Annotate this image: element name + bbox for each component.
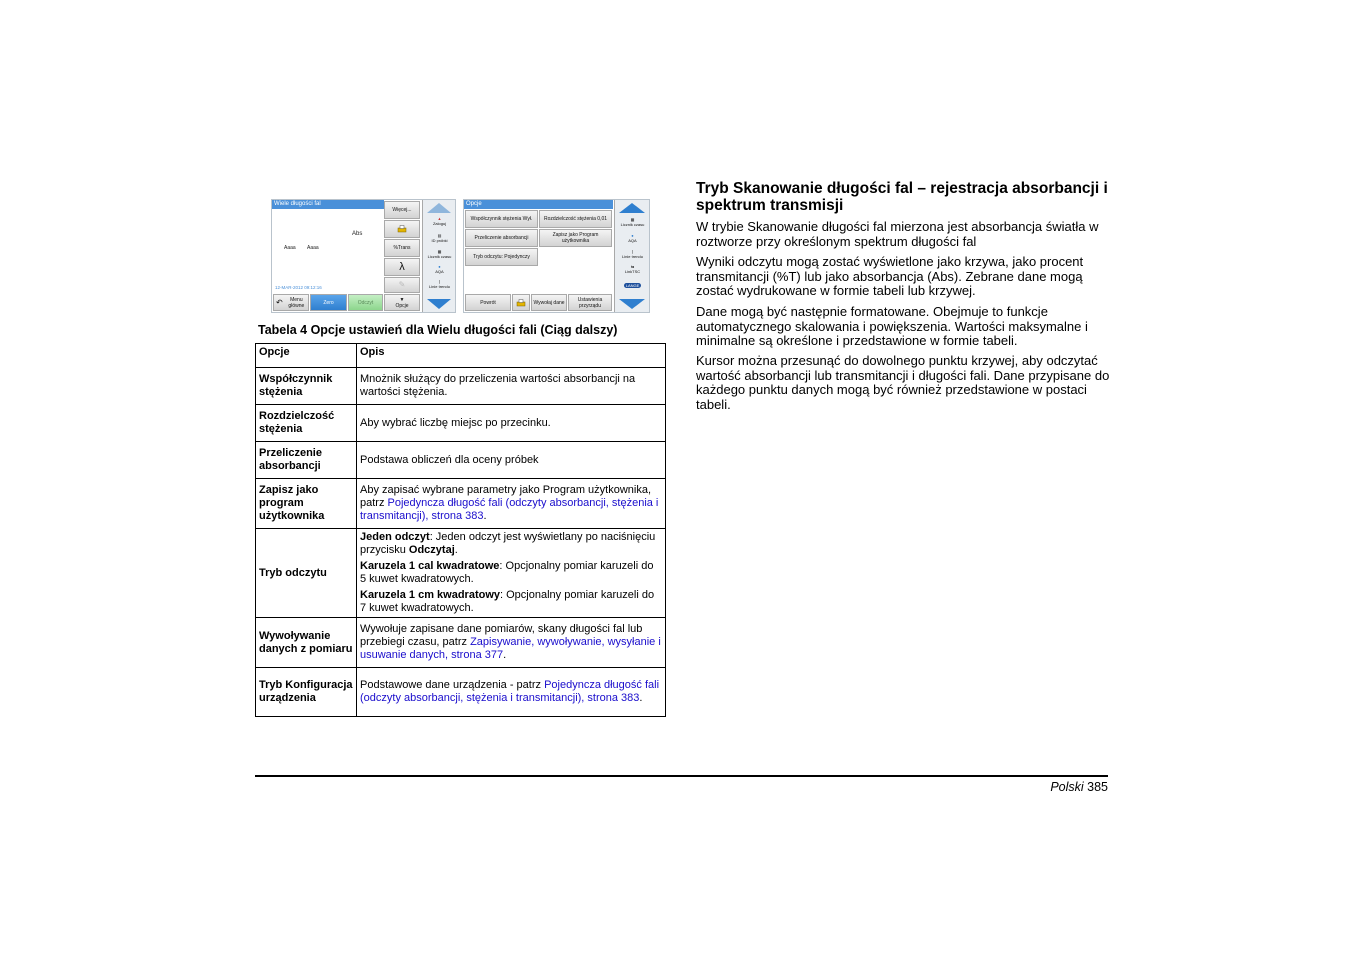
absorbance-conversion-button[interactable]: Przeliczenie absorbancji bbox=[465, 229, 538, 247]
desc-text: . bbox=[483, 510, 487, 522]
table-header-row bbox=[256, 344, 666, 368]
options-label: Opcje bbox=[395, 302, 409, 309]
recall-data-button[interactable]: Wywołaj dane bbox=[531, 294, 567, 311]
main-menu-button[interactable] bbox=[273, 294, 309, 311]
cross-reference-link[interactable]: Pojedyncza długość fali (odczyty absorbancji, stężenia i transmitancji), strona 383 bbox=[360, 497, 659, 522]
term: Odczytaj bbox=[408, 544, 455, 556]
side-item-label: Licznik czasu bbox=[620, 222, 645, 227]
body-paragraph: Kursor można przesunąć do dowolnego punktu krzywej, aby odczytać wartość absorbancji lub transmitancji i długości fali. Dane przypisane do każdego punktu danych mogą być również przedstawione w postaci tabeli. bbox=[696, 353, 1110, 412]
options-button[interactable] bbox=[384, 294, 420, 311]
term: Jeden odczyt bbox=[360, 531, 430, 543]
side-item-sample-id[interactable] bbox=[423, 233, 456, 243]
more-button[interactable]: Więcej... bbox=[384, 201, 420, 219]
option-description bbox=[357, 668, 666, 717]
timer-icon: ▦ bbox=[437, 249, 442, 254]
body-paragraph: Wyniki odczytu mogą zostać wyświetlone jako krzywa, jako procent transmitancji (%T) lub jako absorbancja (Abs). Zebrane dane mogą zostać wydrukowane w formie tabeli lub krzywej. bbox=[696, 254, 1084, 299]
option-description: Podstawa obliczeń dla oceny próbek bbox=[357, 442, 666, 479]
option-description: Aby wybrać liczbę miejsc po przecinku. bbox=[357, 405, 666, 442]
desc-text: . bbox=[639, 692, 643, 704]
options-table bbox=[255, 343, 666, 717]
table-row bbox=[256, 668, 666, 717]
desc-text: Wywołuje zapisane dane pomiarów, skany długości fal lub przebiegi czasu, patrz bbox=[360, 623, 643, 648]
option-description bbox=[357, 529, 666, 618]
table-caption: Tabela 4 Opcje ustawień dla Wielu długości fali (Ciąg dalszy) bbox=[258, 323, 618, 337]
id-icon: ▤ bbox=[437, 233, 442, 238]
table-row bbox=[256, 529, 666, 618]
side-item-label: Licznik czasu bbox=[427, 254, 452, 259]
desc-text: Podstawowe dane urządzenia - patrz bbox=[360, 679, 545, 691]
side-item-trend[interactable] bbox=[615, 249, 650, 259]
page-number: 385 bbox=[1087, 780, 1108, 794]
option-name: Przeliczenie absorbancji bbox=[256, 442, 357, 479]
side-toolbar bbox=[614, 200, 650, 312]
side-item-lange[interactable] bbox=[615, 283, 650, 288]
table-row bbox=[256, 479, 666, 529]
side-item-linktsc[interactable] bbox=[615, 264, 650, 274]
term: Karuzela 1 cm kwadratowy bbox=[360, 589, 501, 601]
lange-logo: LANGE bbox=[625, 283, 640, 288]
multi-wavelength-screenshot bbox=[271, 199, 456, 313]
footer-language: Polski bbox=[1050, 780, 1084, 794]
desc-text: : Opcjonalny pomiar karuzeli do 5 kuwet kwadratowych. bbox=[360, 560, 654, 585]
desc-text: Aby zapisać wybrane parametry jako Program użytkownika, patrz bbox=[360, 484, 652, 509]
option-name: Współczynnik stężenia bbox=[256, 368, 357, 405]
body-paragraph: W trybie Skanowanie długości fal mierzona jest absorbancja światła w roztworze przy określonym spektrum długości fal bbox=[696, 219, 1099, 249]
desc-text: : Opcjonalny pomiar karuzeli do 7 kuwet kwadratowych. bbox=[360, 589, 655, 614]
screen-title: Opcje bbox=[464, 200, 613, 209]
side-item-label: ID próbki bbox=[431, 238, 448, 243]
table-row bbox=[256, 618, 666, 668]
side-item-label: Linie trendu bbox=[622, 254, 643, 259]
footer-rule bbox=[255, 775, 1108, 777]
cross-reference-link[interactable]: Zapisywanie, wywoływanie, wysyłanie i usuwanie danych, strona 377 bbox=[360, 636, 661, 661]
wavelength-button[interactable]: λ bbox=[384, 258, 420, 276]
scroll-up-button[interactable] bbox=[619, 203, 645, 213]
desc-text: . bbox=[503, 649, 507, 661]
side-item-label: LinkTSC bbox=[624, 269, 641, 274]
save-user-program-button[interactable]: Zapisz jako Program użytkownika bbox=[539, 229, 612, 247]
read-mode-single bbox=[360, 531, 662, 557]
option-description bbox=[357, 479, 666, 529]
instrument-settings-button[interactable]: Ustawienia przyrządu bbox=[568, 294, 612, 311]
abs-label: Abs bbox=[352, 231, 363, 237]
side-item-aqa[interactable] bbox=[423, 264, 456, 274]
side-item-label: Linie trendu bbox=[429, 284, 450, 289]
side-item-label: AQA bbox=[628, 238, 637, 243]
table-row bbox=[256, 405, 666, 442]
back-arrow-icon: ↶ bbox=[276, 297, 283, 307]
side-item-timer[interactable] bbox=[615, 217, 650, 227]
aqa-icon: ● bbox=[631, 233, 634, 238]
body-paragraph: Dane mogą być następnie formatowane. Obejmuje to funkcje automatycznego skalowania i powiększenia. Wartości maksymalne i minimalne są określone i przedstawione w formie tabeli. bbox=[696, 304, 1088, 349]
aqa-icon: ● bbox=[438, 264, 441, 269]
side-item-aqa[interactable] bbox=[615, 233, 650, 243]
page-footer bbox=[1050, 780, 1108, 794]
scroll-up-button[interactable] bbox=[427, 203, 451, 213]
conc-factor-button[interactable]: Współczynnik stężenia Wył. bbox=[465, 210, 538, 228]
side-item-label: Zaloguj bbox=[432, 221, 447, 226]
read-mode-button[interactable]: Tryb odczytu: Pojedynczy bbox=[465, 248, 538, 266]
trend-chart-icon: ⌊ bbox=[438, 279, 441, 284]
trans-button[interactable]: %Trans bbox=[384, 239, 420, 257]
main-menu-label: Menu główne bbox=[288, 296, 305, 309]
trend-chart-icon: ⌊ bbox=[631, 249, 634, 254]
desc-text: : Jeden odczyt jest wyświetlany po naciśnięciu przycisku bbox=[360, 531, 656, 556]
timer-icon: ▦ bbox=[630, 217, 635, 222]
read-mode-carousel-cm bbox=[360, 589, 662, 615]
user-icon: ▲ bbox=[437, 216, 442, 221]
printer-icon bbox=[397, 225, 407, 233]
option-name: Wywoływanie danych z pomiaru bbox=[256, 618, 357, 668]
zero-button[interactable]: Zero bbox=[310, 294, 347, 311]
read-mode-carousel-inch bbox=[360, 560, 662, 586]
screen-title: Wiele długości fal bbox=[272, 200, 384, 209]
side-toolbar bbox=[422, 200, 456, 312]
option-name: Rozdzielczość stężenia bbox=[256, 405, 357, 442]
column-label-b: Aaaa bbox=[307, 245, 319, 251]
option-name: Tryb odczytu bbox=[256, 529, 357, 618]
side-item-login[interactable] bbox=[423, 216, 456, 226]
section-heading: Tryb Skanowanie długości fal – rejestracja absorbancji i spektrum transmisji bbox=[696, 180, 1108, 214]
scroll-down-button[interactable] bbox=[427, 299, 451, 309]
chevron-down-icon: ▼ bbox=[399, 296, 405, 303]
print-button[interactable] bbox=[384, 220, 420, 238]
header-description: Opis bbox=[357, 344, 666, 368]
option-description bbox=[357, 618, 666, 668]
scroll-down-button[interactable] bbox=[619, 299, 645, 309]
read-button[interactable]: Odczyt bbox=[348, 294, 383, 311]
tool-icon: ✎ bbox=[398, 280, 406, 289]
side-item-timer[interactable] bbox=[423, 249, 456, 259]
option-name: Tryb Konfiguracja urządzenia bbox=[256, 668, 357, 717]
column-label-a: Aaaa bbox=[284, 245, 296, 251]
option-name: Zapisz jako program użytkownika bbox=[256, 479, 357, 529]
term: Karuzela 1 cal kwadratowe bbox=[360, 560, 500, 572]
header-options: Opcje bbox=[256, 344, 357, 368]
side-item-trend[interactable] bbox=[423, 279, 456, 289]
back-button[interactable]: Powrót bbox=[465, 294, 511, 311]
disabled-tool-button bbox=[384, 277, 420, 293]
print-button[interactable] bbox=[512, 294, 530, 311]
table-row bbox=[256, 442, 666, 479]
cross-reference-link[interactable]: Pojedyncza długość fali (odczyty absorbancji, stężenia i transmitancji), strona 383 bbox=[360, 679, 660, 704]
link-icon: ⇆ bbox=[630, 264, 635, 269]
datetime-readout: 12-MAR-2012 09:12:16 bbox=[275, 285, 322, 290]
desc-text: . bbox=[454, 544, 458, 556]
side-item-label: AQA bbox=[435, 269, 444, 274]
table-row bbox=[256, 368, 666, 405]
option-description: Mnożnik służący do przeliczenia wartości absorbancji na wartości stężenia. bbox=[357, 368, 666, 405]
printer-icon bbox=[516, 299, 526, 307]
conc-resolution-button[interactable]: Rozdzielczość stężenia 0,01 bbox=[539, 210, 612, 228]
options-screenshot bbox=[463, 199, 650, 313]
